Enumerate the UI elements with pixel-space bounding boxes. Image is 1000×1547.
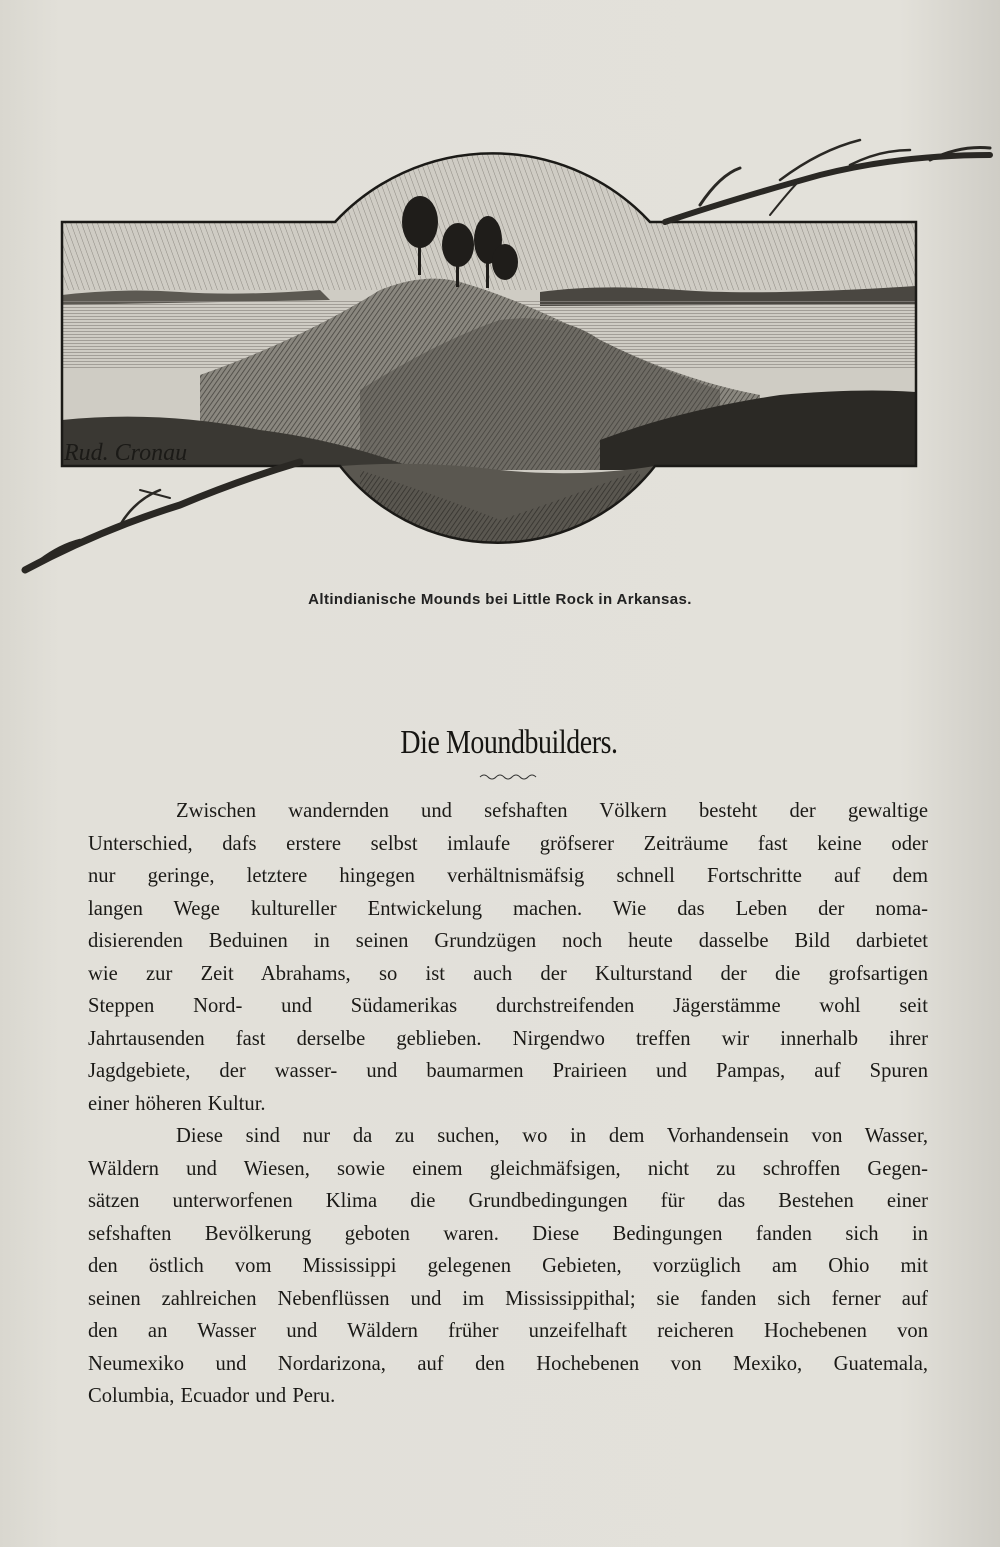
text-line: wie zur Zeit Abrahams, so ist auch der Kulturstand der die grofsartigen <box>88 962 928 985</box>
artist-signature: Rud. Cronau <box>64 440 188 466</box>
text-line: den östlich vom Mississippi gelegenen Gebieten, vorzüglich am Ohio mit <box>88 1255 928 1277</box>
text-line: sefshaften Bevölkerung geboten waren. Diese Bedingungen fanden sich in <box>88 1222 928 1245</box>
text-line: disierenden Beduinen in seinen Grundzügen noch heute dasselbe Bild darbietet <box>88 930 928 952</box>
chapter-title: Die Moundbuilders. <box>400 724 618 761</box>
paragraph-2 <box>88 1120 928 1413</box>
figure-caption: Altindianische Mounds bei Little Rock in Arkansas. <box>308 591 692 608</box>
text-line: den an Wasser und Wäldern früher unzeifelhaft reicheren Hochebenen von <box>88 1320 928 1342</box>
text-line: nur geringe, letztere hingegen verhältnismäfsig schnell Fortschritte auf dem <box>88 865 928 887</box>
mounds-engraving <box>0 120 1000 590</box>
text-line: Neumexiko und Nordarizona, auf den Hochebenen von Mexiko, Guatemala, <box>88 1352 928 1375</box>
text-line: seinen zahlreichen Nebenflüssen und im Mississippithal; sie fanden sich ferner auf <box>88 1287 928 1310</box>
text-line: Diese sind nur da zu suchen, wo in dem Vorhandensein von Wasser, <box>176 1125 928 1147</box>
paragraph-1 <box>88 795 928 1120</box>
text-line: Jagdgebiete, der wasser- und baumarmen Prairieen und Pampas, auf Spuren <box>88 1060 928 1082</box>
text-line: sätzen unterworfenen Klima die Grundbedingungen für das Bestehen einer <box>88 1190 928 1212</box>
text-line: Wäldern und Wiesen, sowie einem gleichmäfsigen, nicht zu schroffen Gegen- <box>88 1157 928 1180</box>
text-line: Jahrtausenden fast derselbe geblieben. Nirgendwo treffen wir innerhalb ihrer <box>88 1027 928 1050</box>
text-line: langen Wege kultureller Entwickelung machen. Wie das Leben der noma- <box>88 897 928 920</box>
title-ornament <box>478 772 540 782</box>
text-line: Steppen Nord- und Südamerikas durchstreifenden Jägerstämme wohl seit <box>88 995 928 1017</box>
article-body <box>88 795 928 1413</box>
text-line: Columbia, Ecuador und Peru. <box>88 1385 336 1407</box>
text-line: einer höheren Kultur. <box>88 1092 266 1115</box>
text-line: Zwischen wandernden und sefshaften Völkern besteht der gewaltige <box>176 800 928 822</box>
text-line: Unterschied, dafs erstere selbst imlaufe gröfserer Zeiträume fast keine oder <box>88 832 928 855</box>
